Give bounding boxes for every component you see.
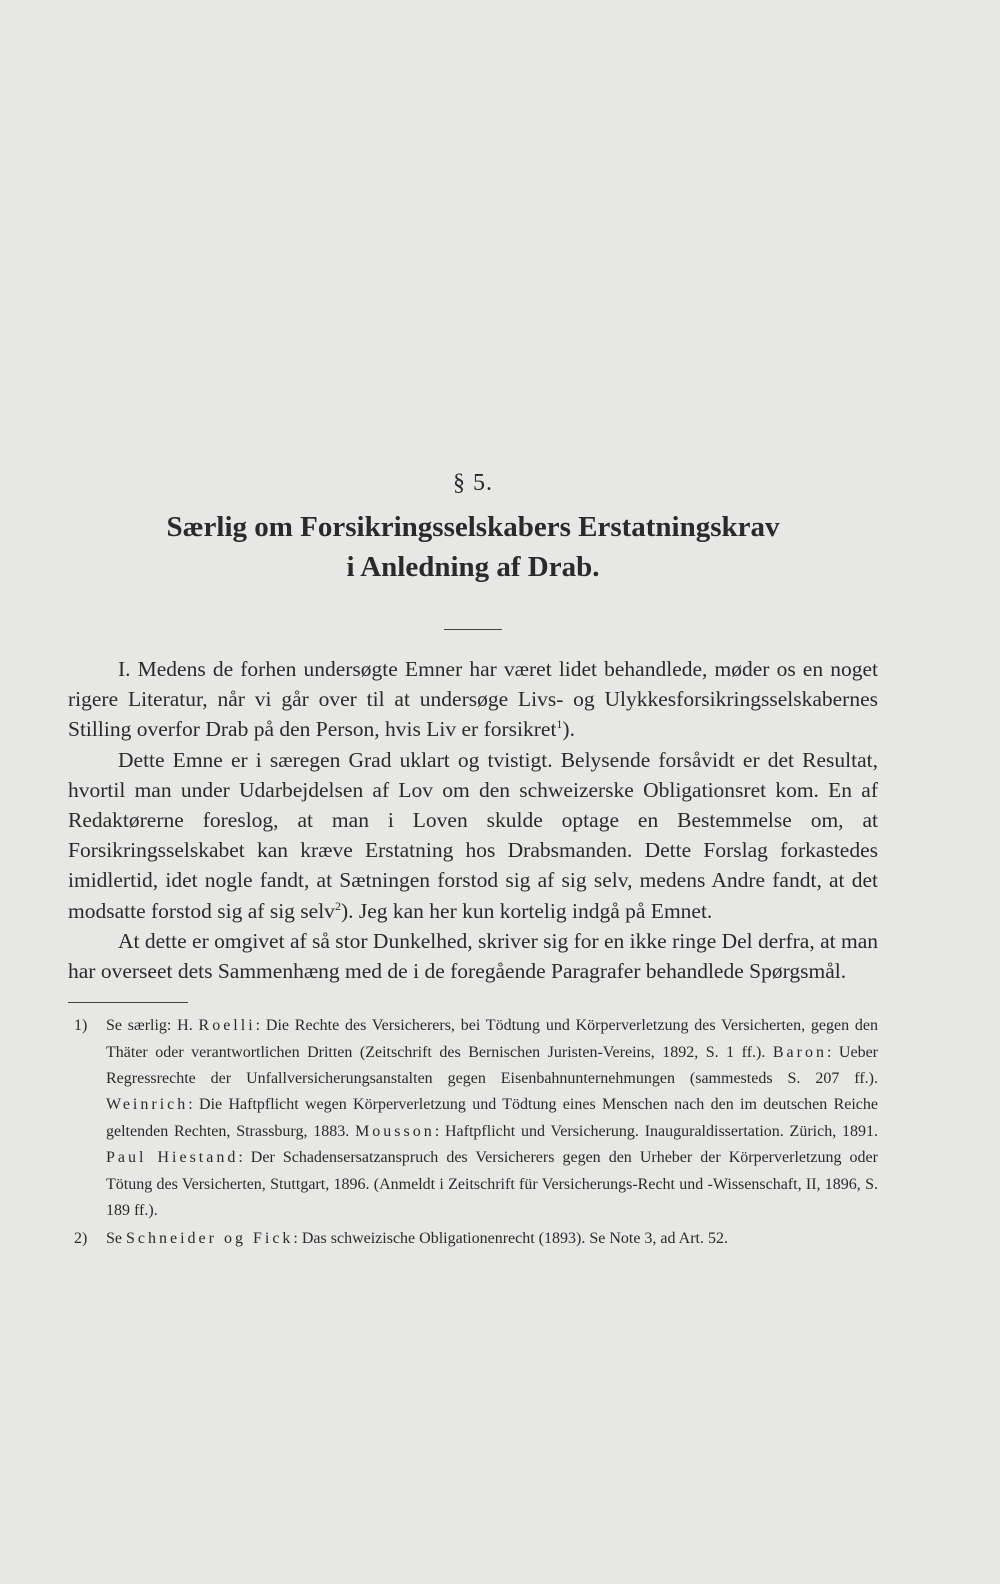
footnote-1 bbox=[68, 1013, 878, 1224]
footnote-2 bbox=[68, 1226, 878, 1252]
footnote-text: Se særlig: H. bbox=[106, 1017, 199, 1035]
paragraph-2 bbox=[68, 745, 878, 926]
footnote-mark: 1) bbox=[74, 1017, 88, 1035]
footnote-ref-1: 1 bbox=[556, 717, 563, 732]
footnote-divider bbox=[68, 1002, 188, 1003]
footnote-text: : Die Rechte des Versicherers, bei Tödtung und Körperverletzung des Versicherten, gegen den Thäter oder verantwortlichen Dritten (Zeitschrift des Bernischen Juristen-Vereins, 1892, S. 1 ff.). bbox=[106, 1017, 878, 1061]
footnote-text: : Haftpflicht und Versicherung. Inauguraldissertation. Zürich, 1891. bbox=[434, 1122, 878, 1140]
title-divider bbox=[444, 629, 502, 630]
footnote-mark: 2) bbox=[74, 1230, 88, 1248]
footnote-text: Se bbox=[106, 1230, 126, 1248]
footnotes bbox=[68, 1013, 878, 1253]
title-line-2: i Anledning af Drab. bbox=[346, 551, 600, 583]
footnote-text: : Der Schadensersatzanspruch des Versicherers gegen den Urheber der Körperverletzung oder Tötung des Versicherten, Stuttgart, 1896. (Anmeldt i Zeitschrift für Versicherungs-Recht und -Wissenschaft, II, 1896, S. 189 ff.). bbox=[106, 1149, 878, 1220]
footnote-text: : Die Haftpflicht wegen Körperverletzung und Tödtung eines Menschen nach den im deutschen Reiche geltenden Rechten, Strassburg, 1883. bbox=[106, 1096, 878, 1140]
footnote-author: Mousson bbox=[355, 1122, 435, 1140]
paragraph-1-text: I. Medens de forhen undersøgte Emner har været lidet behandlede, møder os en noget rigere Literatur, når vi går over til at undersøge Livs- og Ulykkesforsikringsselskabernes Stilling overfor Drab på den Person, hvis Liv er forsikret bbox=[68, 657, 878, 742]
paragraph-1-end: ). bbox=[562, 717, 575, 742]
footnote-author: Schneider og Fick bbox=[126, 1230, 294, 1248]
footnote-text: : Das schweizische Obligationenrecht (1893). Se Note 3, ad Art. 52. bbox=[293, 1230, 728, 1248]
chapter-title bbox=[68, 507, 878, 587]
paragraph-1 bbox=[68, 654, 878, 745]
footnote-author: Weinrich bbox=[106, 1096, 189, 1114]
title-line-1: Særlig om Forsikringsselskabers Erstatningskrav bbox=[166, 511, 780, 543]
paragraph-2-end: ). Jeg kan her kun kortelig indgå på Emnet. bbox=[340, 898, 713, 923]
section-number: § 5. bbox=[453, 470, 493, 496]
document-page bbox=[68, 470, 878, 1255]
footnote-ref-2: 2 bbox=[334, 898, 341, 913]
footnote-text: : Ueber Regressrechte der Unfallversicherungsanstalten gegen Eisenbahnunternehmungen (sammesteds S. 207 ff.). bbox=[106, 1043, 878, 1088]
footnote-author: Paul Hiestand bbox=[106, 1149, 239, 1167]
footnote-author: Roelli bbox=[198, 1017, 256, 1035]
paragraph-2-text: Dette Emne er i særegen Grad uklart og tvistigt. Belysende forsåvidt er det Resultat, hvortil man under Udarbejdelsen af Lov om den schweizerske Obligationsret kom. En af Redaktørerne foreslog, at man i Loven skulde optage en Bestemmelse om, at Forsikringsselskabet kan kræve Erstatning hos Drabsmanden. Dette Forslag forkastedes imidlertid, idet nogle fandt, at Sætningen forstod sig af sig selv, medens Andre fandt, at det modsatte forstod sig af sig selv bbox=[68, 747, 878, 923]
body-text bbox=[68, 654, 878, 986]
paragraph-3: At dette er omgivet af så stor Dunkelhed, skriver sig for en ikke ringe Del derfra, at man har overseet dets Sammenhæng med de i de foregående Paragrafer behandlede Spørgsmål. bbox=[68, 928, 879, 984]
footnote-author: Baron bbox=[772, 1043, 827, 1061]
